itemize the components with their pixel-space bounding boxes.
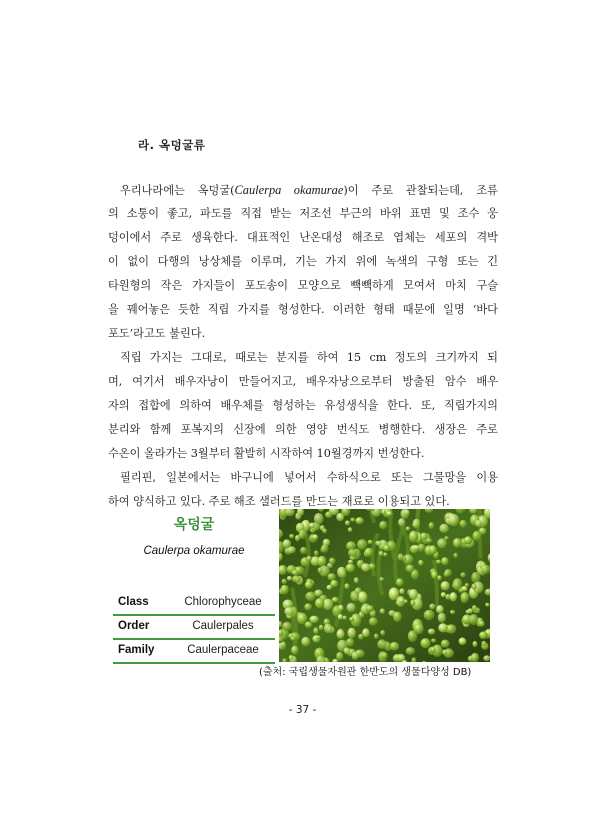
sea-grapes-photo	[279, 509, 490, 662]
taxonomy-value: Chlorophyceae	[184, 596, 262, 608]
paragraph-1-line-7: 포도’라고도 불린다.	[108, 327, 206, 340]
paragraph-3-line-1: 필리핀, 일본에서는 바구니에 넣어서 수하식으로 또는 그물망을 이용	[120, 471, 498, 484]
paragraph-2-line-4: 분리와 함께 포복지의 신장에 의한 영양 번식도 병행한다. 생장은 주로	[108, 423, 498, 436]
paragraph-2-line-3: 자의 접합에 의하여 배우체를 형성하는 유성생식을 한다. 또, 직립가지의	[108, 399, 498, 412]
paragraph-1-line-2: 의 소통이 좋고, 파도를 직접 받는 저조선 부근의 바위 표면 및 조수 웅	[108, 207, 498, 220]
scientific-name-inline: Caulerpa okamurae	[234, 183, 344, 197]
text-span: )이 주로 관찰되는데, 조류	[343, 184, 498, 197]
taxonomy-value: Caulerpales	[192, 620, 254, 632]
photo-caption: (출처: 국립생물자원관 한반도의 생물다양성 DB)	[259, 667, 472, 678]
taxonomy-rank: Family	[118, 644, 155, 656]
taxonomy-rank: Order	[118, 620, 150, 632]
taxonomy-row-order	[113, 615, 275, 638]
paragraph-1-line-1	[108, 182, 498, 199]
paragraph-1-line-4: 이 없이 다행의 낭상체를 이루며, 기는 가지 위에 녹색의 구형 또는 긴	[108, 255, 498, 268]
text-span: 우리나라에는 옥덩굴(	[120, 184, 235, 197]
table-divider	[113, 662, 275, 664]
paragraph-2-line-2: 며, 여기서 배우자낭이 만들어지고, 배우자낭으로부터 방출된 암수 배우	[108, 375, 498, 388]
taxonomy-rank: Class	[118, 596, 149, 608]
paragraph-1-line-6: 을 꿰어놓은 듯한 직립 가지를 형성한다. 이러한 형태 때문에 일명 ‘바다	[108, 303, 498, 316]
page-number: - 37 -	[288, 704, 317, 716]
taxonomy-row-family	[113, 639, 275, 662]
paragraph-1-line-5: 타원형의 작은 가지들이 포도송이 모양으로 빽빽하게 모여서 마치 구슬	[108, 279, 498, 292]
species-scientific-name: Caulerpa okamurae	[143, 545, 245, 557]
paragraph-2-line-5: 수온이 올라가는 3월부터 활발히 시작하여 10월경까지 번성한다.	[108, 447, 425, 460]
paragraph-3-line-2: 하여 양식하고 있다. 주로 해조 샐러드를 만드는 재료로 이용되고 있다.	[108, 495, 450, 508]
paragraph-2-line-1: 직립 가지는 그대로, 때로는 분지를 하여 15 cm 정도의 크기까지 되	[120, 351, 498, 364]
taxonomy-value: Caulerpaceae	[187, 644, 259, 656]
species-common-name: 옥덩굴	[173, 517, 215, 533]
section-heading: 라. 옥덩굴류	[138, 138, 206, 152]
taxonomy-row-class	[113, 591, 275, 614]
paragraph-1-line-3: 덩이에서 주로 생육한다. 대표적인 난온대성 해조로 엽체는 세포의 격박	[108, 231, 498, 244]
